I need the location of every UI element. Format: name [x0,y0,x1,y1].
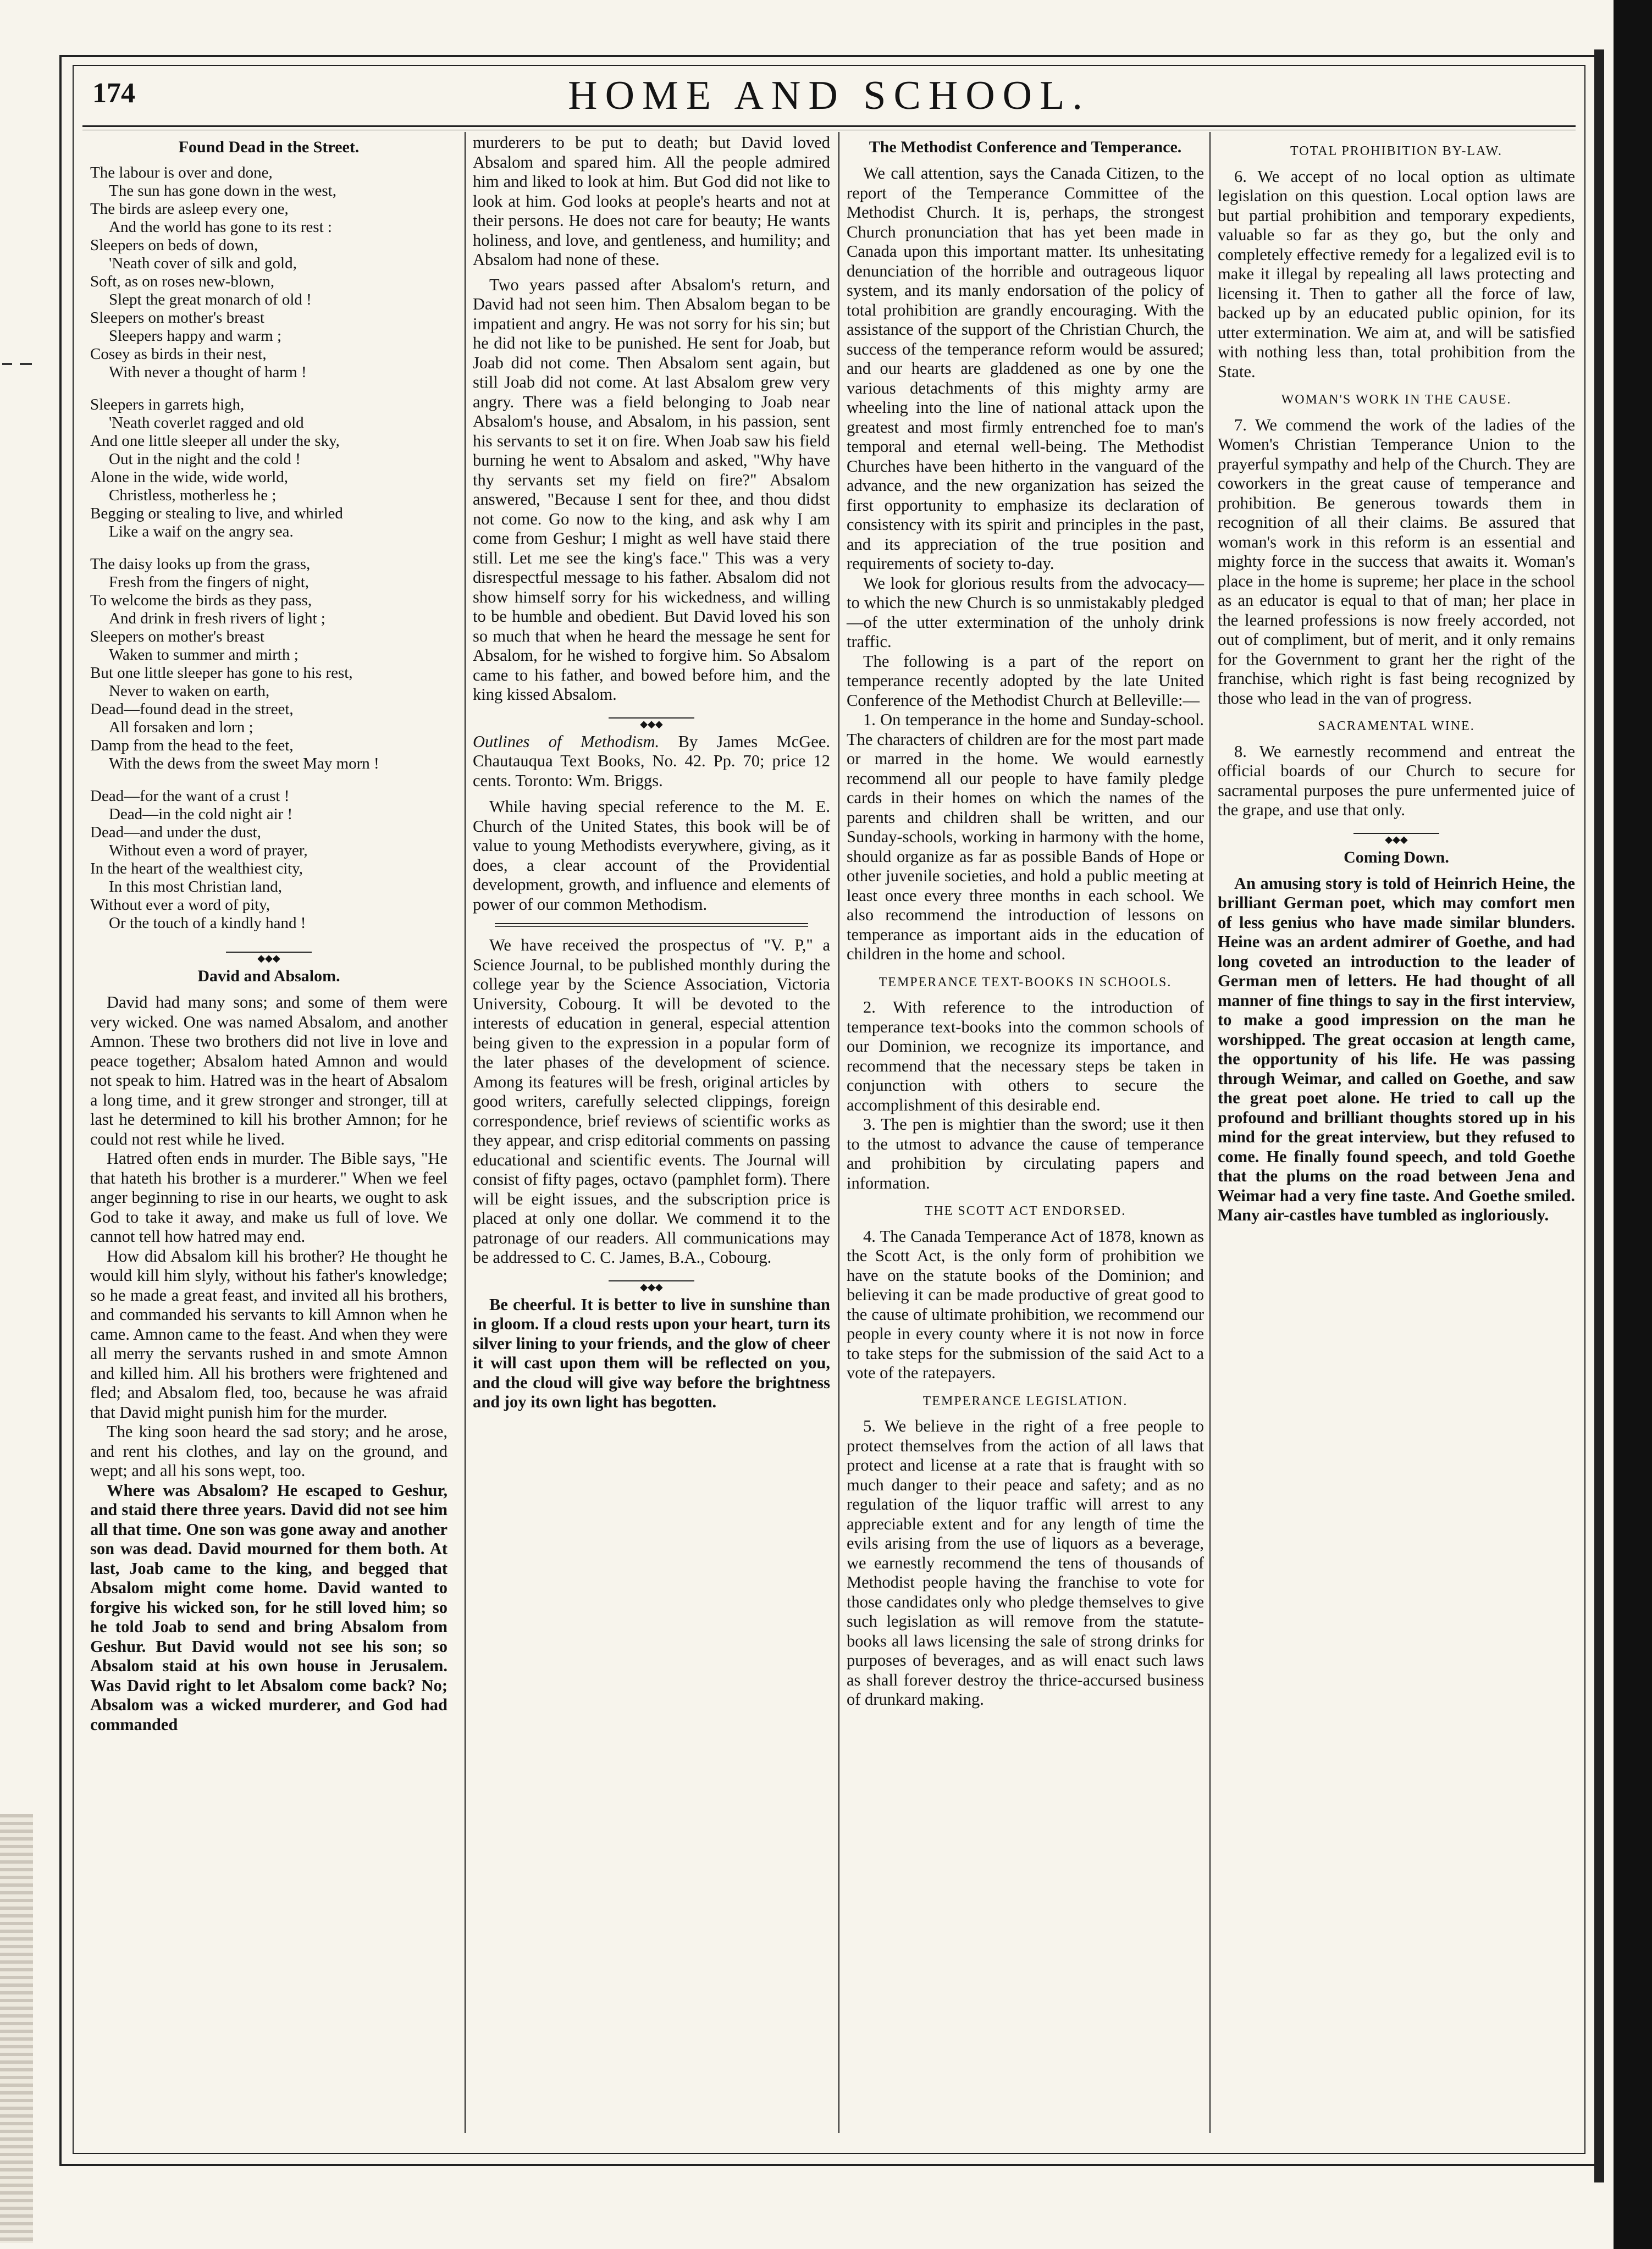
poem-line: Sleepers on mother's breast [90,628,264,645]
poem-line: Or the touch of a kindly hand ! [109,914,306,932]
scan-edge-dark [1614,0,1652,2249]
poem-line: All forsaken and lorn ; [109,719,253,736]
running-title: HOME AND SCHOOL. [568,73,1090,118]
poem-line: Soft, as on roses new-blown, [90,273,275,290]
poem-line: And one little sleeper all under the sky, [90,432,340,450]
article-title-david: David and Absalom. [197,967,340,985]
poem-line: 'Neath coverlet ragged and old [109,414,304,432]
book-notice [473,732,830,791]
article-title-coming-down: Coming Down. [1344,848,1449,866]
paragraph: While having special reference to the M. E. Church of the United States, this book will be of value to young Methodists everywhere, giving, as it does, a clear account of the Providential development, growth, and influence and elements of power of our common Methodism. [473,797,830,914]
poem-line: Like a waif on the angry sea. [109,523,294,540]
ornament-divider: ◆◆◆ [1218,828,1575,839]
paragraph: 6. We accept of no local option as ultimate legislation on this question. Local option laws are but partial prohibition and temporary expedients, valuable so far as they go, but the only and completely effective remedy for a legalized evil is to make it illegal by repealing all laws protecting and licensing it. Then to gather all the force of law, backed up by an educated public opinion, for its utter extermination. We aim at, and will be satisfied with nothing less than, total prohibition from the State. [1218,167,1575,381]
poem-line: With never a thought of harm ! [109,363,307,381]
page-number: 174 [92,78,135,109]
poem-line: Slept the great monarch of old ! [109,291,312,308]
poem-stanza [90,396,447,541]
poem-line: Fresh from the fingers of night, [109,573,310,591]
poem-line: Without even a word of prayer, [109,842,308,859]
poem-line: The daisy looks up from the grass, [90,555,311,573]
poem-line: Out in the night and the cold ! [109,450,301,468]
poem-line: 'Neath cover of silk and gold, [109,255,297,272]
poem-line: And the world has gone to its rest : [109,218,332,236]
poem-line: The sun has gone down in the west, [109,182,336,200]
column-rule [465,132,466,2133]
scan-left-smudge [0,1814,33,2243]
paragraph: The king soon heard the sad story; and he arose, and rent his clothes, and lay on the ground, and wept; and all his sons wept, too. [90,1422,447,1480]
poem-stanza [90,164,447,382]
scan-mark [20,363,32,365]
poem-line: Never to waken on earth, [109,682,270,700]
poem-line: The labour is over and done, [90,164,273,181]
poem-line: Sleepers in garrets high, [90,396,245,413]
paragraph: Where was Absalom? He escaped to Geshur, and staid there three years. David did not see him all that time. One son was gone away and another son was dead. David mourned for them both. At last, Joab came to the king, and begged that Absalom might come home. David wanted to forgive his wicked son, for he still loved him; so he told Joab to send and bring Absalom from Geshur. But David would not see his son; so Absalom staid at his own house in Jerusalem. Was David right to let Absalom come back? No; Absalom was a wicked murderer, and God had commanded [90,1480,447,1734]
poem-line: Sleepers on mother's breast [90,309,264,327]
ornament-divider: ◆◆◆ [90,947,447,958]
double-rule [495,923,808,927]
poem-line: Sleepers happy and warm ; [109,327,282,345]
section-heading: THE SCOTT ACT ENDORSED. [924,1204,1126,1218]
poem-line: Damp from the head to the feet, [90,737,294,754]
poem-line: With the dews from the sweet May morn ! [109,755,379,772]
poem-line: Alone in the wide, wide world, [90,468,289,486]
paragraph: 5. We believe in the right of a free people to protect themselves from the action of all laws that protect and license at a rate that is fraught with so much danger to their peace and safety; and as no regulation of the liquor traffic will arrest to any appreciable extent and for any length of time the evils arising from the use of liquors as a beverage, we earnestly recommend the tens of thousands of Methodist people having the franchise to vote for those candidates only who pledge themselves to give such legislation as will remove from the statute-books all laws licensing the sale of strong drinks for purposes of beverages, and as will enact such laws as shall forever destroy the thrice-accursed business of drunkard making. [847,1417,1204,1709]
poem-line: Christless, motherless he ; [109,487,277,504]
scan-mark [2,363,12,365]
poem-line: Dead—found dead in the street, [90,700,294,718]
page-header [73,65,1585,120]
paragraph: 1. On temperance in the home and Sunday-school. The characters of children are for the most part made or marred in the home. We would earnestly recommend all our people to have family pledge cards in their homes on which the names of the parents and children shall be written, and our Sunday-schools, working in harmony with the home, should organize as far as possible Bands of Hope or other juvenile societies, and hold a public meeting at least once every three months in each school. We also recommend the introduction of lessons on temperance as important aids in the education of children in the home and school. [847,710,1204,963]
column-rule [1209,132,1211,2133]
poem-line: The birds are asleep every one, [90,200,289,218]
poem-line: Sleepers on beds of down, [90,236,258,254]
poem-line: Cosey as birds in their nest, [90,345,267,363]
poem-line: In the heart of the wealthiest city, [90,860,303,877]
poem-line: Waken to summer and mirth ; [109,646,299,664]
paragraph: 7. We commend the work of the ladies of the Women's Christian Temperance Union to the prayerful sympathy and help of the Church. They are coworkers in the great cause of temperance and prohibition. Be generous towards them in recognition of all their claims. Be assured that woman's work in this reform is an essential and mighty force in the success that awaits it. Woman's place in the home is supreme; her place in the school as an educator is equal to that of man; her place in the learned professions is now freely accorded, not out of compliment, but of merit, and it only remains for the Government to grant her the right of the franchise, which right is fast being recognized by those who lead in the van of progress. [1218,415,1575,708]
paragraph: 2. With reference to the introduction of temperance text-books into the common schools of our Dominion, we recognize its importance, and recommend that the necessary steps be taken in conjunction with others to secure the accomplishment of this desirable end. [847,998,1204,1114]
section-heading: SACRAMENTAL WINE. [1318,719,1475,733]
column-4 [1218,133,1575,1225]
column-3 [847,133,1204,1710]
section-heading: WOMAN'S WORK IN THE CAUSE. [1281,393,1512,407]
poem-line: And drink in fresh rivers of light ; [109,610,325,627]
book-title: Outlines of Methodism. [473,732,660,751]
poem-line: Dead—for the want of a crust ! [90,787,290,805]
paragraph: We call attention, says the Canada Citizen, to the report of the Temperance Committee of the Methodist Church. It is, perhaps, the strongest Church pronunciation that has yet been made in Canada upon this important matter. Its unhesitating denunciation of the horrible and outrageous liquor system, and its manly endorsation of the policy of total prohibition are grandly encouraging. With the assistance of the support of the Christian Church, the success of the temperance reform would be assured; and our hearts are gladdened as one by one the various detachments of this mighty army are wheeling into the line of national attack upon the greatest and most firmly entrenched foe to man's temporal and eternal well-being. The Methodist Churches have been hitherto in the vanguard of the advance, and the new organization has seized the first opportunity to emphasize its declaration of consistency with its spirit and principles in the past, and its appreciation of the true position and requirements of society to-day. [847,164,1204,573]
ornament-divider: ◆◆◆ [473,1275,830,1286]
poem-line: Dead—and under the dust, [90,824,261,841]
section-heading: TEMPERANCE LEGISLATION. [922,1394,1128,1408]
paragraph: 8. We earnestly recommend and entreat the official boards of our Church to secure for sacramental purposes the pure unfermented juice of the grape, and use that only. [1218,742,1575,819]
book-details: By James McGee. Chautauqua Text Books, No. 42. Pp. 70; price 12 cents. Toronto: Wm. Briggs. [473,732,831,790]
poem-stanza [90,555,447,773]
paragraph: David had many sons; and some of them were very wicked. One was named Absalom, and another Amnon. These two brothers did not live in love and peace together; Absalom hated Amnon and would not speak to him. Hatred was in the heart of Absalom a long time, and it grew stronger and stronger, till at last he determined to kill his brother Amnon; for he could not rest while he lived. [90,993,447,1148]
paragraph: We look for glorious results from the advocacy—to which the new Church is so unmistakably pledged—of the utter extermination of the unholy drink traffic. [847,573,1204,651]
paragraph: The following is a part of the report on temperance recently adopted by the late United Conference of the Methodist Church at Belleville:— [847,651,1204,710]
section-heading: TEMPERANCE TEXT-BOOKS IN SCHOOLS. [879,975,1172,990]
poem-line: In this most Christian land, [109,878,282,896]
poem-line: But one little sleeper has gone to his rest, [90,664,353,682]
paragraph: An amusing story is told of Heinrich Heine, the brilliant German poet, which may comfort men of less genius who have made similar blunders. Heine was an ardent admirer of Goethe, and had long coveted an introduction to the leader of German men of letters. He had thought of all manner of fine things to say in the first interview, to make a good impression on the man he worshipped. The great occasion at length came, the opportunity of his life. He was passing through Weimar, and called on Goethe, and saw the great poet alone. He tried to call up the profound and brilliant thoughts stored up in his mind for the great interview, but they refused to come. He finally found speech, and told Goethe that the plums on the road between Jena and Weimar had a very fine taste. And Goethe smiled. Many air-castles have tumbled as ingloriously. [1218,874,1575,1224]
paragraph: murderers to be put to death; but David loved Absalom and spared him. All the people admired him and liked to look at him. But God did not like to look at him. God looks at people's hearts and not at their persons. He does not care for beauty; He wants holiness, and love, and gentleness, and humility; and Absalom had none of these. [473,133,830,269]
paragraph: Hatred often ends in murder. The Bible says, "He that hateth his brother is a murderer." When we feel anger beginning to rise in our hearts, we ought to ask God to take it away, and make us full of love. We cannot tell how hatred may end. [90,1149,447,1246]
poem-stanza [90,787,447,932]
paragraph: How did Absalom kill his brother? He thought he would kill him slyly, without his father's knowledge; so he made a great feast, and invited all his brothers, and commanded his servants to kill Amnon when he came. Amnon came to the feast. And when they were all merry the servants rushed in and smote Amnon and killed him. All his brothers were frightened and fled; and Absalom fled, too, because he was afraid that David might punish him for the murder. [90,1246,447,1422]
section-heading: TOTAL PROHIBITION BY-LAW. [1290,144,1502,158]
paragraph: Two years passed after Absalom's return, and David had not seen him. Then Absalom began to be impatient and angry. He was not sorry for his sin; but he did not like to be punished. He sent for Joab, but Joab did not come. Then Absalom sent again, but still Joab did not come. At last Absalom grew very angry. There was a field belonging to Joab near Absalom's house, and Absalom, in his passion, sent his servants to set it on fire. When Joab saw his field burning he went to Absalom and asked, "Why have thy servants set my field on fire?" Absalom answered, "Because I sent for thee, and thou didst not come. Go now to the king, and ask why I am come from Geshur; I might as well have staid there still. Let me see the king's face." This was a very disrespectful message to his father. Absalom did not show himself sorry for his wickedness, and willing to be humble and obedient. But David loved his son so much that when he heard the message he sent for Absalom, for he wished to forgive him. So Absalom came to his father, and bowed before him, and the king kissed Absalom. [473,275,830,704]
article-title-conference: The Methodist Conference and Temperance. [869,138,1182,156]
poem-title: Found Dead in the Street. [178,138,360,156]
poem-line: To welcome the birds as they pass, [90,592,312,609]
poem-line: Without ever a word of pity, [90,896,270,914]
poem-line: Begging or stealing to live, and whirled [90,505,343,522]
poem [90,164,447,932]
column-2 [473,133,830,1412]
paragraph: We have received the prospectus of "V. P," a Science Journal, to be published monthly during the college year by the Science Association, Victoria University, Cobourg. It will be devoted to the interests of education in general, especial attention being given to the expression in a popular form of the later phases of the development of science. Among its features will be fresh, original articles by good writers, carefully selected clippings, foreign correspondence, brief reviews of scientific works as they appear, and crisp editorial comments on passing educational and scientific events. The Journal will consist of fifty pages, octavo (pamphlet form). There will be eight issues, and the subscription price is placed at only one dollar. We commend it to the patronage of our readers. All communications may be addressed to C. C. James, B.A., Cobourg. [473,936,830,1267]
header-rule [82,125,1576,127]
paragraph: 4. The Canada Temperance Act of 1878, known as the Scott Act, is the only form of prohibition we have on the statute books of the Dominion; and believing it can be made productive of great good to the cause of ultimate prohibition, we recommend our people in every county where it is not now in force to take steps for the submission of the said Act to a vote of the ratepayers. [847,1226,1204,1382]
column-1 [90,133,447,1734]
poem-line: Dead—in the cold night air ! [109,805,293,823]
ornament-divider: ◆◆◆ [473,712,830,723]
paragraph: Be cheerful. It is better to live in sunshine than in gloom. If a cloud rests upon your heart, turn its silver lining to your friends, and the glow of cheer it will cast upon them will be reflected on you, and the cloud will give way before the brightness and joy its own light has begotten. [473,1295,830,1411]
paragraph: 3. The pen is mightier than the sword; use it then to the utmost to advance the cause of temperance and prohibition by circulating papers and information. [847,1115,1204,1192]
column-rule [838,132,839,2133]
